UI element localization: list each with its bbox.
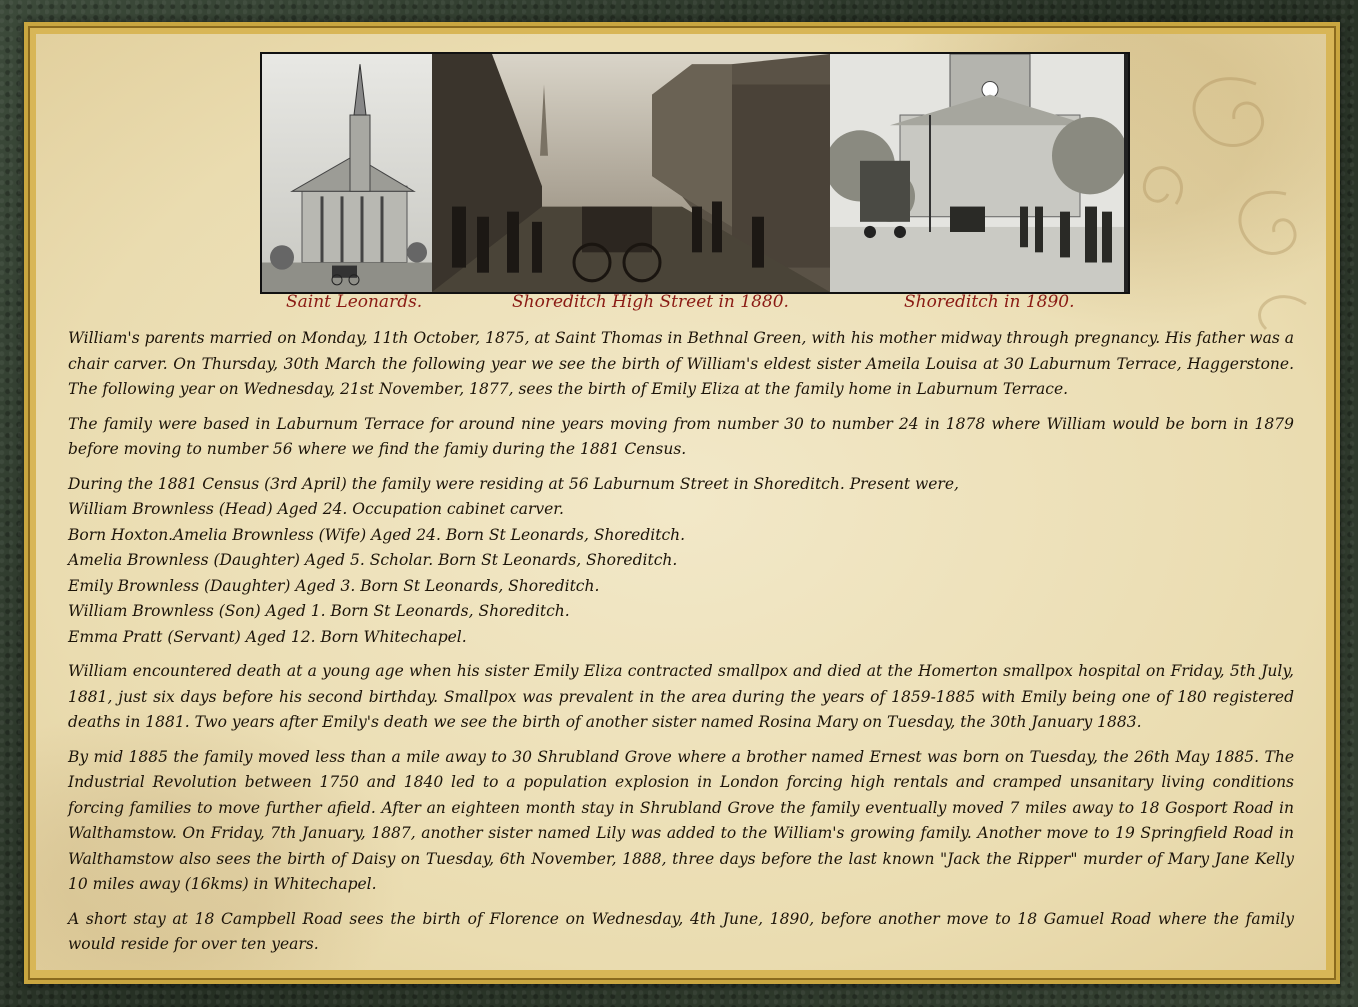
census-line: Emily Brownless (Daughter) Aged 3. Born St Leonards, Shoreditch. <box>68 576 600 595</box>
parchment-panel <box>36 34 1326 970</box>
paragraph-shrubland-grove: By mid 1885 the family moved less than a mile away to 30 Shrubland Grove where a brother named Ernest was born on Tuesday, the 26th May 1885. The Industrial Revolution between 1750 and 1840 led to a population explosion in London forcing high rentals and cramped unsanitary living conditions forcing families to move further afield. After an eighteen month stay in Shrubland Grove the family eventually moved 7 miles away to 18 Gosport Road in Walthamstow. On Friday, 7th January, 1887, another sister named Lily was added to the William's growing family. Another move to 19 Springfield Road in Walthamstow also sees the birth of Daisy on Tuesday, 6th November, 1888, three days before the last known "Jack the Ripper" murder of Mary Jane Kelly 10 miles away (16kms) in Whitechapel. <box>68 747 1294 893</box>
shoreditch-high-street-photo <box>432 54 830 292</box>
paragraph-smallpox: William encountered death at a young age when his sister Emily Eliza contracted smallpox and died at the Homerton smallpox hospital on Friday, 5th July, 1881, just six days before his second birthday. Smallpox was prevalent in the area during the years of 1859-1885 with Emily being one of 180 registered deaths in 1881. Two years after Emily's death we see the birth of another sister named Rosina Mary on Tuesday, the 30th January 1883. <box>68 662 1294 731</box>
census-line: Born Hoxton.Amelia Brownless (Wife) Aged 24. Born St Leonards, Shoreditch. <box>68 525 686 544</box>
paragraph-campbell-road: A short stay at 18 Campbell Road sees the birth of Florence on Wednesday, 4th June, 1890, before another move to 18 Gamuel Road where the family would reside for over ten years. <box>68 909 1294 953</box>
census-line: William Brownless (Son) Aged 1. Born St Leonards, Shoreditch. <box>68 602 570 620</box>
census-intro: During the 1881 Census (3rd April) the family were residing at 56 Laburnum Street in Shoreditch. Present were, <box>68 474 959 493</box>
biography-text <box>68 326 1294 967</box>
caption-saint-leonards: Saint Leonards. <box>286 292 423 312</box>
paragraph-parents-marriage: William's parents married on Monday, 11th October, 1875, at Saint Thomas in Bethnal Green, with his mother midway through pregnancy. His father was a chair carver. On Thursday, 30th March the following year we see the birth of William's eldest sister Ameila Louisa at 30 Laburnum Terrace, Haggerstone. The following year on Wednesday, 21st November, 1877, sees the birth of Emily Eliza at the family home in Laburnum Terrace. <box>68 329 1294 398</box>
census-line: Amelia Brownless (Daughter) Aged 5. Scholar. Born St Leonards, Shoreditch. <box>68 551 678 569</box>
paragraph-laburnum-terrace: The family were based in Laburnum Terrace for around nine years moving from number 30 to number 24 in 1878 where William would be born in 1879 before moving to number 56 where we find the famiy during the 1881 Census. <box>68 414 1294 458</box>
census-line: Emma Pratt (Servant) Aged 12. Born Whitechapel. <box>68 627 467 646</box>
census-1881-block <box>68 472 1294 651</box>
caption-shoreditch-1890: Shoreditch in 1890. <box>904 292 1075 312</box>
shoreditch-1890-photo <box>830 54 1124 292</box>
caption-shoreditch-high-street: Shoreditch High Street in 1880. <box>512 292 789 312</box>
census-line: William Brownless (Head) Aged 24. Occupation cabinet carver. <box>68 500 564 518</box>
photo-strip <box>260 52 1130 294</box>
saint-leonards-photo <box>262 54 432 292</box>
photo-captions <box>36 292 1326 316</box>
